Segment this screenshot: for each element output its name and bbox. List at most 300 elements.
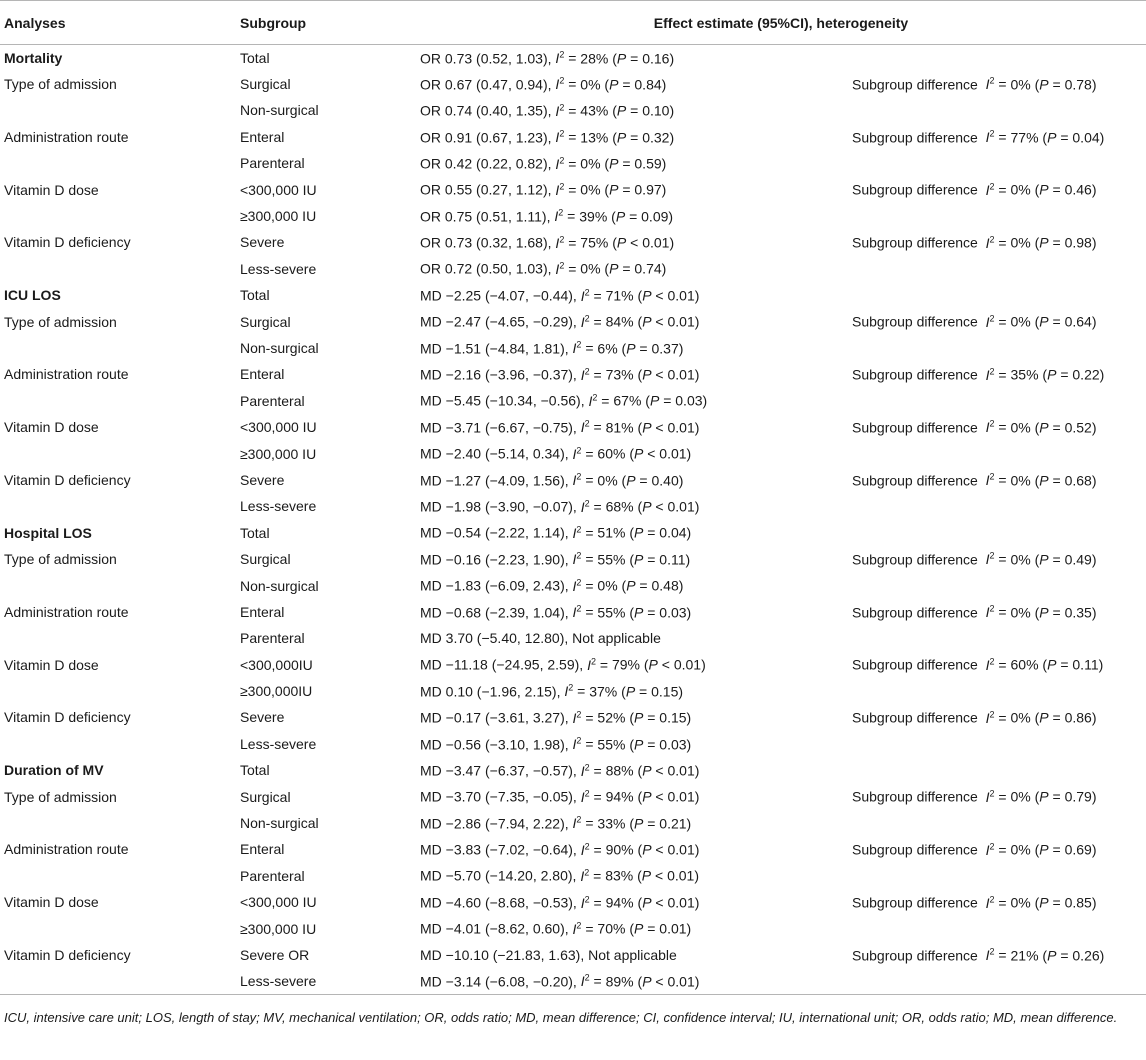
cell-effect-estimate	[416, 124, 848, 150]
cell-effect-estimate	[416, 176, 848, 202]
cell-effect-estimate	[416, 520, 848, 546]
estimate-text: MD −1.83 (−6.09, 2.43),	[420, 577, 569, 594]
i2-value: 0%	[580, 261, 601, 278]
table-row	[0, 889, 1146, 915]
cell-subgroup-difference	[848, 625, 1146, 651]
i2-label: $I^2$ =	[580, 313, 606, 330]
p-value: (P = 0.03)	[629, 736, 692, 753]
i2-value: 68%	[605, 498, 634, 515]
estimate-text: MD −2.47 (−4.65, −0.29),	[420, 313, 577, 330]
cell-subgroup-difference	[848, 176, 1146, 202]
estimate-text: MD −5.45 (−10.34, −0.56),	[420, 393, 585, 410]
cell-effect-estimate	[416, 599, 848, 625]
i2-label: $I^2$ =	[985, 788, 1011, 805]
diff-i2-value: 0%	[1010, 472, 1031, 489]
i2-sup: 2	[989, 181, 995, 192]
i2-value: 39%	[579, 208, 608, 225]
table-row	[0, 440, 1146, 466]
i2-label: $I^2$ =	[985, 893, 1011, 911]
cell-subgroup: Non-surgical	[240, 102, 319, 119]
cell-effect-estimate	[416, 863, 848, 889]
table-row	[0, 124, 1146, 150]
estimate-text: OR 0.73 (0.52, 1.03),	[420, 50, 552, 67]
cell-subgroup-difference	[848, 361, 1146, 387]
i2-sup: 2	[576, 603, 582, 614]
i2-sup: 2	[576, 339, 582, 350]
subgroup-difference-label: Subgroup difference	[852, 947, 978, 964]
diff-i2-value: 77%	[1010, 129, 1039, 146]
estimate-text: MD −3.47 (−6.37, −0.57),	[420, 762, 577, 779]
i2-value: 73%	[605, 366, 634, 383]
diff-p-value: (P = 0.68)	[1034, 472, 1097, 489]
i2-label: $I^2$ =	[580, 286, 606, 304]
i2-label: $I^2$ =	[572, 339, 598, 357]
table-row	[0, 176, 1146, 202]
i2-label: $I^2$ =	[572, 524, 598, 542]
cell-subgroup-difference	[848, 256, 1146, 282]
cell-analysis	[0, 731, 236, 757]
cell-analysis: Vitamin D deficiency	[4, 234, 131, 251]
diff-i2-value: 0%	[1010, 788, 1031, 805]
diff-p-value: (P = 0.85)	[1034, 894, 1097, 911]
cell-analysis	[0, 97, 236, 123]
i2-letter: I	[580, 894, 585, 911]
subgroup-difference-label: Subgroup difference	[852, 181, 978, 198]
estimate-text: OR 0.91 (0.67, 1.23),	[420, 129, 552, 146]
header-effect-estimate: Effect estimate (95%CI), heterogeneity	[416, 1, 1146, 45]
i2-sup: 2	[568, 682, 574, 693]
cell-analysis	[0, 915, 236, 941]
cell-effect-estimate	[416, 678, 848, 704]
i2-label: $I^2$ =	[572, 577, 598, 594]
cell-subgroup-difference	[848, 97, 1146, 123]
p-value: (P = 0.11)	[629, 551, 691, 568]
p-value: (P = 0.16)	[612, 50, 675, 67]
estimate-text: OR 0.73 (0.32, 1.68),	[420, 234, 552, 251]
cell-analysis	[0, 256, 236, 282]
cell-analysis	[0, 493, 236, 519]
table-row	[0, 968, 1146, 994]
i2-label: $I^2$ =	[985, 128, 1011, 146]
i2-value: 0%	[597, 577, 618, 594]
diff-p-value: (P = 0.22)	[1042, 366, 1105, 383]
cell-effect-estimate	[416, 45, 848, 71]
i2-sup: 2	[576, 920, 582, 931]
p-value: (P < 0.01)	[637, 973, 700, 990]
cell-effect-estimate	[416, 783, 848, 809]
i2-sup: 2	[559, 181, 565, 192]
i2-letter: I	[985, 657, 990, 673]
cell-subgroup-difference	[848, 783, 1146, 809]
diff-i2-value: 0%	[1010, 181, 1031, 198]
i2-letter: I	[564, 683, 569, 700]
estimate-text: OR 0.74 (0.40, 1.35),	[420, 102, 552, 119]
i2-label: $I^2$ =	[588, 392, 614, 410]
cell-subgroup-difference	[848, 942, 1146, 968]
cell-subgroup-difference	[848, 889, 1146, 915]
cell-subgroup: Parenteral	[240, 630, 305, 647]
diff-i2-value: 35%	[1010, 366, 1039, 383]
diff-i2-value: 21%	[1010, 947, 1039, 964]
cell-analysis	[0, 150, 236, 176]
cell-analysis	[0, 335, 236, 361]
i2-label: $I^2$ =	[580, 418, 606, 436]
cell-subgroup-difference	[848, 440, 1146, 466]
i2-label: $I^2$ =	[985, 366, 1011, 383]
i2-letter: I	[580, 366, 585, 383]
subgroup-difference-label: Subgroup difference	[852, 313, 978, 330]
cell-subgroup-difference	[848, 546, 1146, 572]
i2-sup: 2	[584, 841, 590, 852]
cell-analysis: Administration route	[4, 366, 129, 383]
i2-value: 70%	[597, 920, 626, 937]
i2-value: 75%	[580, 234, 609, 251]
diff-i2-value: 0%	[1010, 313, 1031, 330]
i2-label: $I^2$ =	[587, 656, 612, 673]
i2-label: $I^2$ =	[572, 735, 598, 753]
p-value: (P = 0.21)	[629, 815, 692, 832]
i2-value: 13%	[580, 129, 609, 146]
i2-letter: I	[985, 76, 990, 93]
p-value: (P < 0.01)	[637, 788, 700, 805]
i2-sup: 2	[576, 445, 582, 456]
p-value: (P < 0.01)	[637, 868, 700, 885]
cell-subgroup: Total	[240, 762, 270, 779]
estimate-text: MD −0.68 (−2.39, 1.04),	[420, 604, 569, 621]
cell-analysis: Administration route	[4, 128, 129, 145]
estimate-text: MD −4.60 (−8.68, −0.53),	[420, 894, 577, 911]
p-value: (P < 0.01)	[637, 762, 700, 779]
i2-letter: I	[985, 366, 990, 383]
i2-value: 52%	[597, 709, 626, 726]
i2-sup: 2	[558, 207, 564, 218]
i2-sup: 2	[576, 735, 582, 746]
i2-sup: 2	[989, 128, 995, 139]
cell-analysis	[0, 625, 236, 651]
subgroup-difference-label: Subgroup difference	[852, 709, 978, 726]
i2-label: $I^2$ =	[555, 75, 581, 93]
cell-subgroup: Total	[240, 49, 270, 66]
cell-subgroup: ≥300,000 IU	[240, 445, 317, 462]
cell-effect-estimate	[416, 810, 848, 836]
cell-effect-estimate	[416, 388, 848, 414]
table-row	[0, 520, 1146, 546]
p-value: (P < 0.01)	[637, 894, 700, 911]
i2-label: $I^2$ =	[572, 709, 598, 726]
cell-analysis: Vitamin D deficiency	[4, 709, 131, 726]
i2-sup: 2	[989, 709, 995, 720]
cell-subgroup-difference	[848, 414, 1146, 440]
estimate-text: MD −5.70 (−14.20, 2.80),	[420, 868, 577, 885]
i2-value: 88%	[605, 762, 634, 779]
estimate-text: OR 0.75 (0.51, 1.11),	[420, 208, 551, 225]
cell-analysis: ICU LOS	[4, 287, 61, 304]
cell-analysis	[0, 388, 236, 414]
table-row	[0, 783, 1146, 809]
i2-letter: I	[985, 788, 990, 805]
i2-letter: I	[572, 525, 577, 542]
cell-subgroup: ≥300,000IU	[240, 683, 313, 700]
i2-value: 0%	[597, 472, 618, 489]
cell-effect-estimate	[416, 97, 848, 123]
cell-subgroup-difference	[848, 572, 1146, 598]
i2-letter: I	[985, 129, 990, 146]
cell-effect-estimate	[416, 203, 848, 229]
cell-analysis	[0, 572, 236, 598]
cell-effect-estimate	[416, 308, 848, 334]
i2-letter: I	[555, 129, 560, 146]
cell-subgroup: Non-surgical	[240, 815, 319, 832]
i2-letter: I	[555, 76, 560, 93]
i2-sup: 2	[592, 392, 598, 403]
i2-sup: 2	[584, 313, 590, 324]
estimate-text: MD −2.16 (−3.96, −0.37),	[420, 366, 577, 383]
i2-label: $I^2$ =	[572, 814, 598, 832]
i2-sup: 2	[989, 841, 995, 852]
i2-label: $I^2$ =	[985, 75, 1011, 93]
p-value: (P < 0.01)	[637, 419, 700, 436]
i2-letter: I	[580, 498, 585, 515]
table-footnote: ICU, intensive care unit; LOS, length of stay; MV, mechanical ventilation; OR, odds ratio; MD, mean difference; CI, confidence interval; IU, international unit; OR, odds ratio; MD, mean difference.	[4, 1010, 1118, 1026]
cell-subgroup-difference	[848, 388, 1146, 414]
cell-subgroup: <300,000 IU	[240, 419, 317, 436]
i2-letter: I	[587, 657, 591, 673]
i2-value: 55%	[597, 604, 626, 621]
cell-subgroup: Less-severe	[240, 735, 317, 752]
i2-letter: I	[555, 155, 560, 172]
i2-value: 37%	[589, 683, 618, 700]
p-value: (P = 0.15)	[621, 683, 684, 700]
cell-subgroup: Enteral	[240, 841, 285, 858]
p-value: (P = 0.09)	[611, 208, 674, 225]
table-row	[0, 45, 1146, 71]
diff-i2-value: 0%	[1010, 604, 1031, 621]
table-row	[0, 915, 1146, 941]
table-row	[0, 493, 1146, 519]
i2-label: $I^2$ =	[555, 154, 581, 172]
cell-subgroup-difference	[848, 150, 1146, 176]
i2-label: $I^2$ =	[985, 234, 1011, 251]
p-value: (P = 0.37)	[621, 340, 684, 357]
i2-sup: 2	[590, 656, 596, 667]
cell-effect-estimate	[416, 704, 848, 730]
estimate-text: OR 0.67 (0.47, 0.94),	[420, 76, 552, 93]
p-value: (P < 0.01)	[637, 366, 700, 383]
table-row	[0, 414, 1146, 440]
p-value: (P < 0.01)	[637, 841, 700, 858]
diff-i2-value: 0%	[1010, 234, 1031, 251]
i2-value: 43%	[580, 102, 609, 119]
header-analyses: Analyses	[0, 1, 236, 45]
i2-label: $I^2$ =	[985, 709, 1011, 726]
i2-label: $I^2$ =	[985, 550, 1011, 568]
i2-sup: 2	[576, 709, 582, 720]
table-row	[0, 757, 1146, 783]
estimate-text: MD −3.83 (−7.02, −0.64),	[420, 841, 577, 858]
subgroup-difference-label: Subgroup difference	[852, 76, 978, 93]
p-value: (P = 0.15)	[629, 709, 692, 726]
cell-analysis	[0, 678, 236, 704]
cell-subgroup: Enteral	[240, 366, 285, 383]
i2-value: 83%	[605, 868, 634, 885]
i2-sup: 2	[576, 524, 582, 535]
i2-letter: I	[985, 181, 990, 198]
diff-p-value: (P = 0.98)	[1034, 234, 1097, 251]
i2-value: 94%	[605, 894, 634, 911]
i2-sup: 2	[584, 867, 590, 878]
cell-analysis	[0, 810, 236, 836]
table-header-row	[0, 1, 1146, 45]
i2-sup: 2	[989, 313, 995, 324]
cell-subgroup-difference	[848, 124, 1146, 150]
i2-letter: I	[554, 208, 559, 225]
i2-letter: I	[580, 788, 585, 805]
estimate-text: MD −2.86 (−7.94, 2.22),	[420, 815, 569, 832]
i2-letter: I	[580, 313, 585, 330]
cell-subgroup: Less-severe	[240, 498, 317, 515]
cell-analysis	[0, 968, 236, 994]
subgroup-difference-label: Subgroup difference	[852, 657, 978, 673]
p-value: (P = 0.84)	[604, 76, 667, 93]
estimate-text: MD −3.71 (−6.67, −0.75),	[420, 419, 577, 436]
cell-effect-estimate	[416, 71, 848, 97]
i2-label: $I^2$ =	[985, 181, 1011, 198]
diff-i2-value: 0%	[1010, 419, 1031, 436]
i2-letter: I	[572, 815, 577, 832]
i2-letter: I	[555, 102, 560, 119]
i2-letter: I	[985, 894, 990, 911]
estimate-text: OR 0.72 (0.50, 1.03),	[420, 261, 552, 278]
diff-i2-value: 0%	[1010, 76, 1031, 93]
p-value: (P = 0.32)	[612, 129, 675, 146]
cell-analysis: Vitamin D dose	[4, 419, 99, 436]
cell-effect-estimate	[416, 731, 848, 757]
cell-subgroup-difference	[848, 520, 1146, 546]
i2-sup: 2	[989, 471, 995, 482]
subgroup-difference-label: Subgroup difference	[852, 551, 978, 568]
table-row	[0, 256, 1146, 282]
i2-sup: 2	[989, 656, 995, 667]
subgroup-difference-label: Subgroup difference	[852, 604, 978, 621]
table-row	[0, 97, 1146, 123]
i2-letter: I	[580, 868, 585, 885]
subgroup-difference-label: Subgroup difference	[852, 894, 978, 911]
p-value: (P = 0.04)	[629, 525, 692, 542]
i2-letter: I	[580, 762, 585, 779]
p-value: (P < 0.01)	[637, 498, 700, 515]
i2-value: 55%	[597, 551, 626, 568]
i2-letter: I	[572, 604, 577, 621]
table-body	[0, 45, 1146, 995]
cell-effect-estimate	[416, 942, 848, 968]
cell-analysis: Hospital LOS	[4, 524, 92, 541]
i2-label: $I^2$ =	[580, 867, 606, 885]
cell-subgroup-difference	[848, 757, 1146, 783]
i2-letter: I	[572, 551, 577, 568]
i2-letter: I	[580, 973, 585, 990]
diff-p-value: (P = 0.11)	[1042, 657, 1104, 673]
i2-sup: 2	[989, 366, 995, 377]
estimate-text: MD −11.18 (−24.95, 2.59),	[420, 657, 584, 673]
i2-label: $I^2$ =	[572, 550, 598, 568]
cell-analysis: Type of admission	[4, 551, 117, 568]
cell-subgroup: Parenteral	[240, 392, 305, 409]
i2-letter: I	[572, 340, 577, 357]
i2-letter: I	[985, 313, 990, 330]
cell-analysis: Vitamin D dose	[4, 894, 99, 911]
i2-value: 6%	[597, 340, 618, 357]
estimate-text: MD −10.10 (−21.83, 1.63), Not applicable	[420, 946, 677, 963]
i2-label: $I^2$ =	[572, 471, 598, 489]
i2-sup: 2	[576, 577, 582, 588]
table-row	[0, 942, 1146, 968]
i2-letter: I	[985, 709, 990, 726]
cell-subgroup-difference	[848, 915, 1146, 941]
cell-subgroup-difference	[848, 45, 1146, 71]
diff-p-value: (P = 0.26)	[1042, 947, 1105, 964]
estimate-text: MD −0.17 (−3.61, 3.27),	[420, 709, 569, 726]
cell-effect-estimate	[416, 836, 848, 862]
estimate-text: MD −1.98 (−3.90, −0.07),	[420, 498, 577, 515]
cell-analysis: Type of admission	[4, 313, 117, 330]
i2-label: $I^2$ =	[555, 102, 581, 119]
subgroup-difference-label: Subgroup difference	[852, 472, 978, 489]
i2-sup: 2	[584, 286, 590, 297]
cell-subgroup: <300,000IU	[240, 656, 313, 673]
i2-value: 90%	[605, 841, 634, 858]
table-row	[0, 308, 1146, 334]
i2-sup: 2	[989, 75, 995, 86]
cell-subgroup-difference	[848, 651, 1146, 677]
cell-analysis: Vitamin D dose	[4, 181, 99, 198]
table-row	[0, 229, 1146, 255]
cell-effect-estimate	[416, 915, 848, 941]
cell-subgroup: ≥300,000 IU	[240, 920, 317, 937]
estimate-text: MD −3.14 (−6.08, −0.20),	[420, 973, 577, 990]
i2-letter: I	[572, 920, 577, 937]
i2-letter: I	[555, 261, 560, 278]
cell-subgroup-difference	[848, 335, 1146, 361]
i2-sup: 2	[989, 946, 995, 957]
p-value: (P < 0.01)	[643, 657, 706, 673]
cell-subgroup: Severe	[240, 234, 285, 251]
cell-subgroup-difference	[848, 731, 1146, 757]
cell-subgroup-difference	[848, 308, 1146, 334]
estimate-text: MD 0.10 (−1.96, 2.15),	[420, 683, 561, 700]
i2-sup: 2	[559, 128, 565, 139]
cell-subgroup: Surgical	[240, 313, 291, 330]
i2-value: 89%	[605, 973, 634, 990]
i2-letter: I	[985, 947, 990, 964]
i2-sup: 2	[584, 893, 590, 904]
cell-subgroup: Severe OR	[240, 946, 310, 963]
table-row	[0, 731, 1146, 757]
diff-p-value: (P = 0.86)	[1034, 709, 1097, 726]
cell-subgroup-difference	[848, 704, 1146, 730]
table-row	[0, 836, 1146, 862]
i2-value: 51%	[597, 525, 626, 542]
diff-i2-value: 0%	[1010, 894, 1031, 911]
i2-sup: 2	[576, 814, 582, 825]
i2-value: 55%	[597, 736, 626, 753]
estimate-text: MD 3.70 (−5.40, 12.80), Not applicable	[420, 630, 661, 647]
i2-sup: 2	[584, 761, 590, 772]
i2-sup: 2	[989, 550, 995, 561]
i2-value: 79%	[611, 657, 640, 673]
i2-sup: 2	[989, 893, 995, 904]
p-value: (P = 0.03)	[645, 393, 708, 410]
cell-subgroup: Total	[240, 524, 270, 541]
